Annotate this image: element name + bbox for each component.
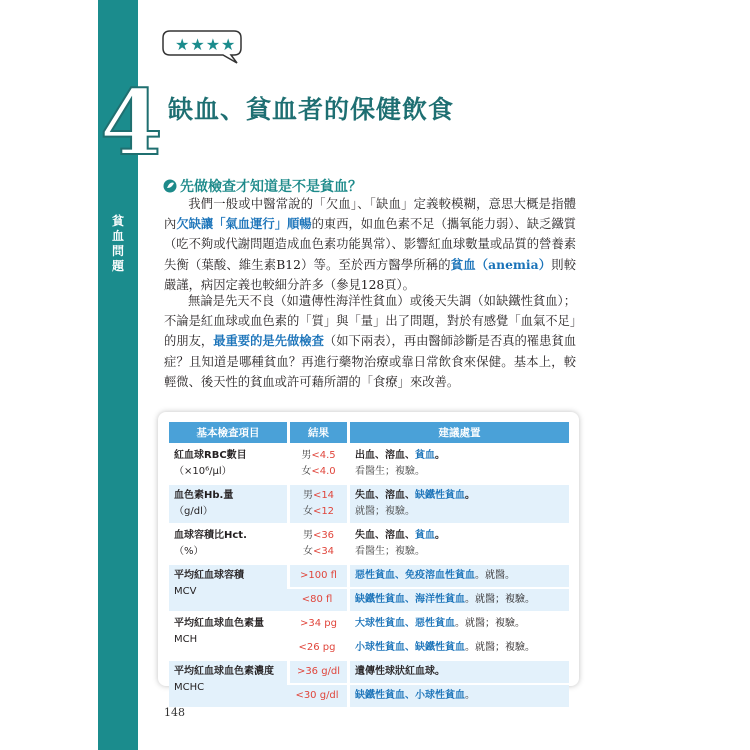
test-result: <30 g/dl xyxy=(287,683,347,707)
test-advice: 失血、溶血、貧血。 看醫生；複驗。 xyxy=(347,523,569,563)
test-advice: 遺傳性球狀紅血球。 xyxy=(347,659,569,683)
header-result: 結果 xyxy=(287,422,347,443)
paragraph-2: 無論是先天不良（如遺傳性海洋性貧血）或後天失調（如缺鐵性貧血）；不論是紅血球或血色素的「質」與「量」出了問題，對於有感覺「血氣不足」的朋友，最重要的是先做檢查（如下兩表），再由醫師診斷是否真的罹患貧血症？且知道是哪種貧血？再進行藥物治療或靠日常飲食來保健。基本上，較輕微、後天性的貧血或許可藉所謂的「食療」來改善。 xyxy=(164,294,576,389)
test-advice: 出血、溶血、貧血。 看醫生；複驗。 xyxy=(347,443,569,483)
table-row xyxy=(169,563,569,587)
star-rating: ★★★★ xyxy=(175,35,237,54)
test-result: <26 pg xyxy=(287,635,347,659)
test-item: 紅血球RBC數目 （×10⁶/μl） xyxy=(169,443,287,483)
test-advice: 大球性貧血、惡性貧血。就醫；複驗。 xyxy=(347,611,569,635)
table-row xyxy=(169,443,569,483)
header-advice: 建議處置 xyxy=(347,422,569,443)
chapter-number: 4 xyxy=(100,70,163,176)
test-result: >34 pg xyxy=(287,611,347,635)
test-advice: 缺鐵性貧血、小球性貧血。 xyxy=(347,683,569,707)
lab-test-table xyxy=(169,422,569,707)
test-advice: 缺鐵性貧血、海洋性貧血。就醫；複驗。 xyxy=(347,587,569,611)
difficulty-rating xyxy=(161,29,243,65)
test-result: >36 g/dl xyxy=(287,659,347,683)
sidebar-label: 貧 血 問 題 xyxy=(111,214,124,273)
test-result: <80 fl xyxy=(287,587,347,611)
table-row xyxy=(169,483,569,523)
test-advice: 惡性貧血、免疫溶血性貧血。就醫。 xyxy=(347,563,569,587)
test-advice: 失血、溶血、缺鐵性貧血。 就醫；複驗。 xyxy=(347,483,569,523)
table-row xyxy=(169,611,569,635)
test-result: >100 fl xyxy=(287,563,347,587)
table-row xyxy=(169,523,569,563)
chapter-title: 缺血、貧血者的保健飲食 xyxy=(168,95,455,124)
test-item: 血球容積比Hct. （%） xyxy=(169,523,287,563)
test-item: 平均紅血球容積 MCV xyxy=(169,563,287,611)
test-item: 平均紅血球血色素濃度 MCHC xyxy=(169,659,287,707)
page-number: 148 xyxy=(164,706,185,719)
table-row xyxy=(169,659,569,683)
table-header-row xyxy=(169,422,569,443)
lab-test-table-card xyxy=(158,412,579,701)
section-heading: 先做檢查才知道是不是貧血？ xyxy=(163,176,362,196)
test-result: 男<14 女<12 xyxy=(287,483,347,523)
test-advice: 小球性貧血、缺鐵性貧血。就醫；複驗。 xyxy=(347,635,569,659)
paragraph-1: 我們一般或中醫常說的「欠血」、「缺血」定義較模糊，意思大概是指體內欠缺讓「氣血運行」順暢的東西，如血色素不足（攜氧能力弱）、缺乏鐵質（吃不夠或代謝問題造成血色素功能異常）、影響紅血球數量或品質的營養素失衡（葉酸、維生素B12）等。至於西方醫學所稱的貧血（anemia）則較嚴謹，病因定義也較細分許多（參見128頁）。 xyxy=(164,197,576,292)
header-test-item: 基本檢查項目 xyxy=(169,422,287,443)
leaf-bullet-icon xyxy=(163,179,177,193)
test-item: 平均紅血球血色素量 MCH xyxy=(169,611,287,659)
test-result: 男<36 女<34 xyxy=(287,523,347,563)
test-result: 男<4.5 女<4.0 xyxy=(287,443,347,483)
test-item: 血色素Hb.量 （g/dl） xyxy=(169,483,287,523)
